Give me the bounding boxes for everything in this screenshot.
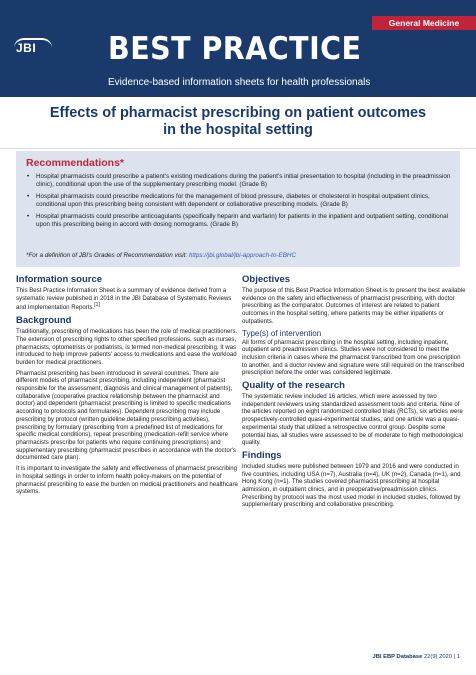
topic-title-line2: in the hospital setting [163,122,313,138]
logo-text: JBI [16,41,37,55]
recommendation-item: • Hospital pharmacists could prescribe a patient's existing medications during the patient's initial presentation to hospital (including in the preadmission clinic), conditional upon the use of the supplementary prescribing model. (Grade B) [26,173,454,189]
info-source-heading: Information source [16,274,103,285]
footer-issue: 22(9) 2020 [423,654,452,660]
objectives-text: The purpose of this Best Practice Information Sheet is to present the best available evidence on the safety and effectiveness of pharmacist prescribing, with doctor prescribing as the comparator. Outcomes of interest are related to patient outcomes in the hospital setting, where patients may be either inpatients or outpatients. [242,287,466,325]
info-source-ref: [1] [94,302,100,309]
background-paragraph: Pharmacist prescribing has been introduced in several countries. There are different models of pharmacist prescribing, including independent (pharmacist responsible for the assessment, diagnosis and clinical management of patients), collaborative (cooperative practice relationship between the pharmacist and doctor) and dependent (pharmacist prescribing is limited to specific medications according to protocols and formularies). Dependent prescribing may include prescribing by protocol (written guideline detailing prescribing activities), prescribing by formulary (prescribing from a predefined list of medications for specific medical conditions), repeat prescribing (medication-refill service where pharmacists prescribe for patients who require continuing prescriptions) and supplementary prescribing (pharmacist prescribes in accordance with the doctor's documented care plan). [16,369,236,462]
recommendations-list [26,173,454,233]
topic-title [0,105,476,139]
findings-heading: Findings [242,449,282,461]
quality-text: The systematic review included 16 articles, which were assessed by two independent reviewers using standardized assessment tools and criteria. Nine of the articles reported on eight randomized controlled trials (RCTs), six articles were prospectively-controlled quasi-experimental studies, and one article was a quasi-experimental study that utilized a retrospective control group. Despite some potential bias, all studies were assessed to be of moderate to high methodological quality. [242,393,463,447]
intervention-text: All forms of pharmacist prescribing in the hospital setting, including inpatient, outpatient and preadmission clinics. Studies were not considered to meet the inclusion criteria in cases where the pharmacist transcribed from one prescription to another, and a doctor review and signature were still required on the transcribed prescription before the order was considered legitimate. [242,338,465,377]
recommendation-item: • Hospital pharmacists could prescribe anticoagulants (specifically heparin and warfarin) for patients in the inpatient and outpatient setting, conditional upon this prescribing being in accord with dosing nomograms. (Grade B) [26,213,454,229]
topic-title-line1: Effects of pharmacist prescribing on patient outcomes [49,105,427,121]
footnote-link[interactable]: https://jbi.global/jbi-approach-to-EBHC [188,252,297,259]
findings-text: Included studies were published between 1979 and 2016 and were conducted in five countries, including USA (n=7), Australia (n=4), UK (n=2), Canada (n=1), and Hong Kong (n=1). The studies covered pharmacist prescribing at hospital admission, in outpatient clinics, and in preoperative/preadmission clinics. Prescribing by protocol was the most used model in included studies, followed by supplementary prescribing and collaborative prescribing. [242,462,461,509]
quality-heading: Quality of the research [242,380,345,392]
background-paragraph: It is important to investigate the safety and effectiveness of pharmacist prescribing in hospital settings in order to inform health policy-makers on the potential of pharmacist prescribing to ease the burden on medical practitioners and healthcare systems. [16,465,238,496]
info-source-text [16,287,240,312]
footer-separator: | [453,654,456,660]
recommendations-box [16,151,460,267]
recommendation-item: • Hospital pharmacists could prescribe medications for the management of blood pressure, diabetes or cholesterol in hospital outpatient clinics, conditional upon this prescribing being consistent with dependent or collaborative prescribing models. (Grade B) [26,193,454,209]
page-title: BEST PRACTICE [108,31,362,67]
right-column [242,274,466,512]
info-source-body: This Best Practice Information Sheet is a summary of evidence derived from a systematic review published in 2018 in the JBI Database of Systematic Reviews and Implementation Reports. [16,287,232,312]
jbi-logo [14,38,52,58]
page-footer [372,654,460,660]
footnote-text: *For a definition of JBI's Grades of Recommendation visit: [26,252,188,259]
recommendations-footnote [26,252,296,259]
background-paragraph: Traditionally, prescribing of medications has been the role of medical practitioners. The extension of prescribing rights to other specified professions, such as nurses, pharmacists, optometrists or podiatrists, is termed non-medical prescribing. It was introduced to help improve patients' access to medications and ease the workload burden for medical practitioners. [16,328,238,366]
objectives-heading: Objectives [242,274,291,285]
header-banner [0,0,476,97]
page-subtitle: Evidence-based information sheets for health professionals [108,77,371,88]
background-heading: Background [16,315,72,327]
left-column [16,274,240,499]
recommendations-heading: Recommendations* [26,157,125,169]
footer-page: 1 [456,654,460,660]
category-tag: General Medicine [372,16,476,30]
intervention-heading: Type(s) of intervention [242,328,322,338]
footer-journal: JBI EBP Database [372,654,423,660]
